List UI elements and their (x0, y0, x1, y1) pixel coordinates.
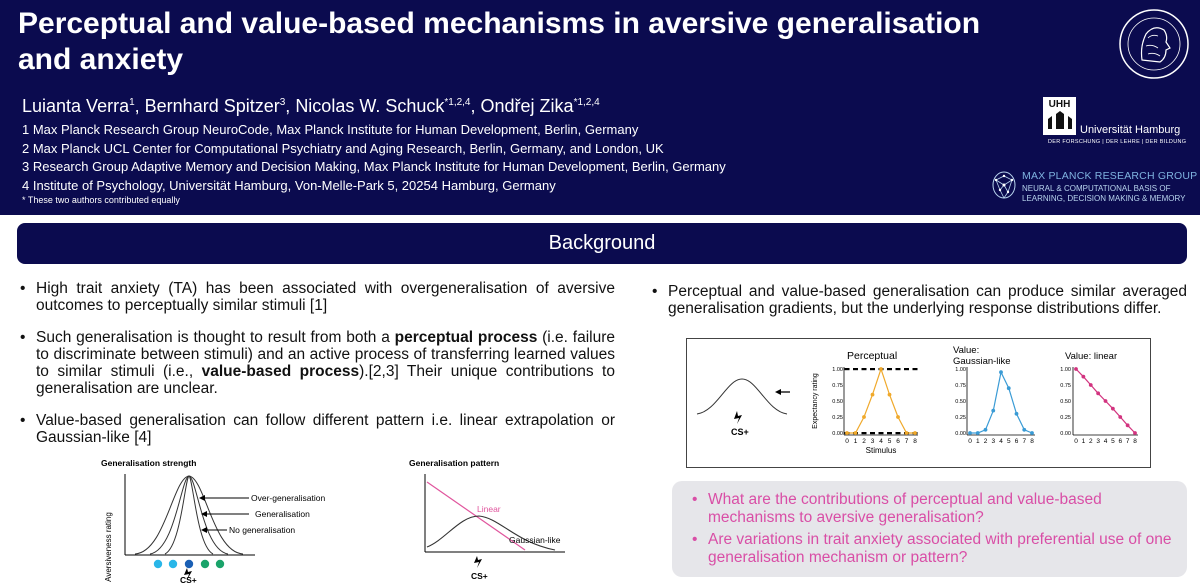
x-tick-label: 6 (1118, 438, 1123, 445)
x-tick-label: 8 (1030, 438, 1034, 445)
pattern-label: Linear (477, 504, 501, 514)
generalisation-curve (150, 476, 228, 554)
mprg-subtitle-line: NEURAL & COMPUTATIONAL BASIS OF (1022, 184, 1171, 193)
y-tick-label: 0.75 (955, 383, 966, 389)
bullet-text: (i.e. failure to discriminate between stimuli) and an active process of transferring learned values to similar stimuli (i.e., (36, 329, 616, 380)
x-tick-label: 7 (1125, 438, 1130, 445)
data-point (1030, 431, 1034, 435)
author-name: Ondřej Zika (480, 96, 574, 116)
generalisation-curve (697, 379, 787, 414)
brain-network-icon (991, 170, 1017, 206)
data-point (968, 431, 972, 435)
poster-header (0, 0, 1200, 215)
x-tick-label: 2 (983, 438, 988, 445)
author-affil: *1,2,4 (444, 97, 471, 108)
chart-title: Gaussian-like (953, 356, 1011, 367)
stimulus-dot (169, 560, 177, 568)
data-point (853, 368, 858, 370)
y-axis-label: Expectancy rating (812, 373, 819, 429)
series-line (970, 372, 1032, 433)
y-tick-label: 1.00 (1060, 367, 1071, 373)
x-tick-label: 8 (1133, 438, 1137, 445)
uhh-logo-text: UHH (1048, 99, 1071, 110)
bullet-emphasis: perceptual process (394, 329, 538, 346)
bullet-item: • Value-based generalisation can follow different pattern i.e. linear extrapolation or Gaussian-like [4] (20, 412, 615, 446)
x-tick-label: 3 (991, 438, 996, 445)
arrow-icon (199, 495, 205, 501)
figure-title: Generalisation strength (101, 458, 197, 468)
y-tick-label: 1.00 (955, 367, 966, 373)
chart-title: Value: linear (1065, 351, 1118, 362)
chart-group (812, 345, 1138, 455)
data-point (896, 432, 901, 434)
cs-label: CS+ (180, 575, 197, 584)
right-bullet-item: • Perceptual and value-based generalisation can produce similar averaged generalisation gradients, but the underlying response distributions differ. (652, 283, 1187, 317)
y-tick-label: 0.00 (1060, 431, 1071, 437)
x-tick-label: 5 (1111, 438, 1115, 445)
y-tick-label: 0.25 (955, 415, 966, 421)
data-point (976, 431, 980, 435)
x-tick-label: 5 (1006, 438, 1011, 445)
x-tick-label: 4 (999, 438, 1003, 445)
x-tick-label: 0 (845, 438, 849, 445)
data-point (862, 368, 867, 370)
x-tick-label: 0 (1074, 438, 1078, 445)
figure-canvas (687, 339, 1150, 467)
author-affil: *1,2,4 (573, 97, 600, 108)
cs-label: CS+ (471, 571, 488, 581)
response-distribution-figure (686, 338, 1151, 468)
x-tick-label: 6 (1014, 438, 1019, 445)
data-point (845, 368, 850, 370)
stimulus-dot (154, 560, 162, 568)
max-planck-seal-logo (1118, 8, 1190, 80)
author-affil: 1 (129, 97, 135, 108)
x-tick-label: 7 (904, 438, 909, 445)
data-point (1111, 407, 1115, 411)
uhh-building-icon (1046, 111, 1074, 129)
data-point (854, 431, 858, 435)
y-tick-label: 0.50 (1060, 399, 1071, 405)
data-point (1022, 428, 1026, 432)
mprg-subtitle-line: LEARNING, DECISION MAKING & MEMORY (1022, 194, 1186, 203)
bullet-item (20, 329, 615, 397)
figure-title: Generalisation pattern (409, 458, 500, 468)
data-point (862, 415, 866, 419)
bullet-emphasis: value-based process (201, 363, 360, 380)
research-questions (672, 481, 1187, 577)
data-point (1007, 386, 1011, 390)
data-point (1133, 431, 1137, 435)
data-point (896, 368, 901, 370)
y-tick-label: 0.50 (832, 399, 843, 405)
y-tick-label: 0.75 (1060, 383, 1071, 389)
x-tick-label: 4 (1103, 438, 1108, 445)
data-point (913, 431, 917, 435)
x-tick-label: 1 (975, 438, 980, 445)
x-tick-label: 7 (1022, 438, 1027, 445)
data-point (1074, 367, 1078, 371)
data-point (913, 368, 918, 370)
x-tick-label: 5 (887, 438, 892, 445)
data-point (1126, 423, 1130, 427)
bullet-text: ).[2,3] Their unique contributions to generalisation are unclear. (36, 363, 615, 397)
data-point (879, 432, 884, 434)
chart-title: Value: (953, 345, 980, 356)
x-tick-label: 4 (879, 438, 883, 445)
author-name: Bernhard Spitzer (144, 96, 280, 116)
uhh-name: Universität Hamburg (1080, 124, 1181, 136)
x-tick-label: 2 (1088, 438, 1093, 445)
question-item: • What are the contributions of perceptual and value-based mechanisms to aversive generalisation? (686, 491, 1175, 527)
data-point (999, 370, 1003, 374)
pattern-label: Gaussian-like (509, 535, 561, 545)
affiliation: 4 Institute of Psychology, Universität Hamburg, Von-Melle-Park 5, 20254 Hamburg, Germany (22, 177, 556, 193)
data-point (1081, 375, 1085, 379)
affiliation: 2 Max Planck UCL Center for Computational Psychiatry and Aging Research, Berlin, Germany, and London, UK (22, 140, 664, 156)
x-tick-label: 8 (913, 438, 917, 445)
bullet-text: Such generalisation is thought to result from both a (36, 329, 395, 346)
stimulus-dot (201, 560, 209, 568)
stimulus-dot (185, 560, 193, 568)
data-point (1118, 415, 1122, 419)
x-tick-label: 2 (862, 438, 866, 445)
data-point (871, 393, 875, 397)
x-tick-label: 1 (1081, 438, 1086, 445)
question-item: • Are variations in trait anxiety associated with preferential use of one generalisation mechanism or pattern? (686, 531, 1175, 567)
curve-label: Over-generalisation (251, 493, 326, 503)
data-point (1015, 412, 1019, 416)
curve-label: No generalisation (229, 525, 296, 535)
uhh-logo (1043, 97, 1076, 135)
y-tick-label: 0.25 (832, 415, 843, 421)
y-tick-label: 0.75 (832, 383, 843, 389)
y-tick-label: 0.00 (955, 431, 966, 437)
section-heading: Background (17, 223, 1187, 264)
author-list: Luianta Verra$^1$, Bernhard Spitzer$^3$, Nicolas W. Schuck$^{*1,2,4}$, Ondřej Zika$^{*1,2,4}$ (22, 96, 600, 116)
data-point (888, 393, 892, 397)
curve-label: Generalisation (255, 509, 310, 519)
x-tick-label: 1 (853, 438, 858, 445)
data-point (879, 367, 883, 371)
generalisation-pattern-figure (405, 452, 585, 584)
arrow-icon (201, 527, 207, 533)
data-point (1104, 399, 1108, 403)
data-point (896, 415, 900, 419)
series-line (847, 369, 915, 433)
data-point (904, 368, 909, 370)
affiliation-list (22, 121, 726, 195)
x-tick-label: 3 (870, 438, 875, 445)
bullet-item: • High trait anxiety (TA) has been associated with overgeneralisation of aversive outcomes to perceptually similar stimuli [1] (20, 280, 615, 314)
affiliation: 1 Max Planck Research Group NeuroCode, Max Planck Institute for Human Development, Berlin, Germany (22, 122, 639, 137)
x-tick-label: 0 (968, 438, 972, 445)
x-tick-label: 6 (896, 438, 900, 445)
lightning-icon (474, 556, 482, 568)
chart-title: Perceptual (847, 350, 898, 362)
data-point (845, 431, 849, 435)
stimulus-dot (216, 560, 224, 568)
affiliation: 3 Research Group Adaptive Memory and Decision Making, Max Planck Institute for Human Development, Berlin, Germany (22, 159, 726, 174)
data-point (862, 432, 867, 434)
mprg-title: MAX PLANCK RESEARCH GROUP (1022, 170, 1198, 182)
left-bullet-list (20, 280, 615, 461)
cs-label: CS+ (731, 427, 749, 437)
data-point (887, 368, 892, 370)
lightning-icon (734, 411, 742, 424)
y-tick-label: 0.25 (1060, 415, 1071, 421)
poster-title: Perceptual and value-based mechanisms in aversive generalisation and anxiety (18, 7, 981, 76)
mprg-subtitle (1022, 184, 1185, 204)
data-point (870, 368, 875, 370)
generalisation-strength-figure (95, 452, 355, 584)
data-point (1089, 383, 1093, 387)
y-tick-label: 1.00 (832, 367, 843, 373)
axis-label: Aversiveness rating (104, 512, 113, 582)
data-point (1096, 391, 1100, 395)
data-point (905, 431, 909, 435)
arrow-icon (775, 389, 781, 395)
data-point (984, 428, 988, 432)
over-generalisation-curve (135, 476, 243, 554)
author-affil: 3 (279, 97, 286, 108)
data-point (870, 432, 875, 434)
data-point (991, 409, 995, 413)
author-name: Luianta Verra (22, 96, 130, 116)
y-tick-label: 0.50 (955, 399, 966, 405)
x-axis-label: Stimulus (865, 446, 897, 455)
data-point (887, 432, 892, 434)
uhh-tagline: DER FORSCHUNG | DER LEHRE | DER BILDUNG (1048, 139, 1187, 145)
x-tick-label: 3 (1096, 438, 1100, 445)
y-tick-label: 0.00 (832, 431, 843, 437)
equal-contribution-note: * These two authors contributed equally (22, 195, 180, 205)
author-name: Nicolas W. Schuck (295, 96, 445, 116)
